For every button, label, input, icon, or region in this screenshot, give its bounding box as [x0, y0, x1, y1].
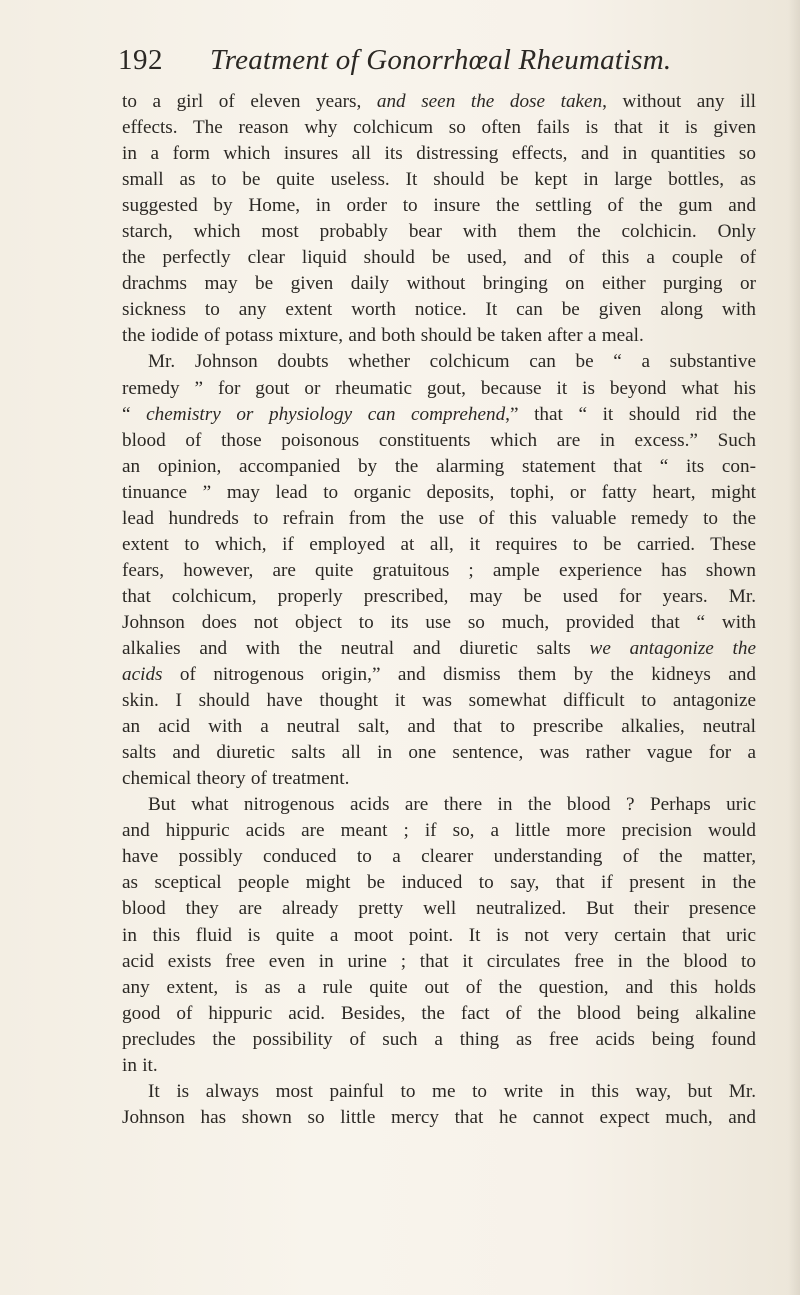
text-line [122, 818, 756, 844]
text-run: and hippuric acids are meant ; if so, a little more precision would [122, 820, 756, 842]
text-run: fears, however, are quite gratuitous ; ample experience has shown [122, 559, 756, 581]
text-run: drachms may be given daily without bringing on either purging or [122, 273, 756, 295]
text-line [122, 610, 756, 636]
italic-text: chemistry or physiology can comprehend [146, 403, 506, 425]
text-run: Johnson has shown so little mercy that he cannot expect much, and [122, 1106, 756, 1128]
text-line [122, 271, 756, 297]
text-line [122, 636, 756, 662]
text-run: blood of those poisonous constituents which are in excess.” Such [122, 429, 756, 451]
paragraph [122, 1079, 756, 1131]
text-run: But what nitrogenous acids are there in the blood ? Perhaps uric [148, 794, 756, 816]
text-run: suggested by Home, in order to insure the settling of the gum and [122, 195, 756, 217]
text-run: good of hippuric acid. Besides, the fact of the blood being alkaline [122, 1002, 756, 1024]
italic-text: we antagonize the [589, 637, 756, 659]
text-run: Mr. Johnson doubts whether colchicum can be “ a substantive [148, 351, 756, 373]
text-line [122, 844, 756, 870]
text-line [122, 558, 756, 584]
paragraph [122, 792, 756, 1079]
text-line [122, 245, 756, 271]
text-run: in it. [122, 1054, 158, 1076]
text-line [122, 662, 756, 688]
text-run: an acid with a neutral salt, and that to prescribe alkalies, neutral [122, 716, 756, 738]
text-run: skin. I should have thought it was somewhat difficult to antagonize [122, 690, 756, 712]
text-run: precludes the possibility of such a thing as free acids being found [122, 1028, 756, 1050]
text-line [122, 376, 756, 402]
text-line [122, 1079, 756, 1105]
text-line [122, 89, 756, 115]
text-run: starch, which most probably bear with them the colchicin. Only [122, 221, 756, 243]
text-run: have possibly conduced to a clearer understanding of the matter, [122, 846, 756, 868]
page-edge-shadow [788, 0, 800, 1295]
text-line [122, 297, 756, 323]
text-line [122, 219, 756, 245]
text-run: sickness to any extent worth notice. It can be given along with [122, 299, 756, 321]
text-line [122, 896, 756, 922]
text-run: extent to which, if employed at all, it requires to be carried. These [122, 533, 756, 555]
text-line [122, 975, 756, 1001]
text-run: “ [122, 403, 147, 425]
text-line [122, 740, 756, 766]
text-line [122, 506, 756, 532]
text-line [122, 454, 756, 480]
text-run: lead hundreds to refrain from the use of this valuable remedy to the [122, 507, 756, 529]
text-line [122, 1105, 756, 1131]
text-run: in a form which insures all its distressing effects, and in quantities so [122, 143, 756, 165]
text-run: any extent, is as a rule quite out of the question, and this holds [122, 976, 756, 998]
text-run: an opinion, accompanied by the alarming statement that “ its con- [122, 455, 756, 477]
text-run: alkalies and with the neutral and diuretic salts [122, 637, 590, 659]
text-run: small as to be quite useless. It should be kept in large bottles, as [122, 169, 756, 191]
text-line [122, 714, 756, 740]
text-line [122, 1027, 756, 1053]
text-run: tinuance ” may lead to organic deposits, tophi, or fatty heart, might [122, 481, 756, 503]
text-line [122, 402, 756, 428]
text-line [122, 1001, 756, 1027]
text-line [122, 870, 756, 896]
text-line [122, 323, 756, 349]
page-header [118, 44, 688, 84]
body-text [122, 89, 756, 1131]
text-line [122, 115, 756, 141]
text-run: the iodide of potass mixture, and both should be taken after a meal. [122, 325, 644, 347]
text-run: ,” that “ it should rid the [505, 403, 756, 425]
italic-text: acids [122, 664, 163, 686]
text-line [122, 480, 756, 506]
text-run: salts and diuretic salts all in one sentence, was rather vague for a [122, 742, 756, 764]
text-line [122, 141, 756, 167]
text-line [122, 349, 756, 375]
text-line [122, 1053, 756, 1079]
text-run: in this fluid is quite a moot point. It is not very certain that uric [122, 924, 756, 946]
text-run: of nitrogenous origin,” and dismiss them by the kidneys and [162, 664, 756, 686]
text-line [122, 923, 756, 949]
text-run: effects. The reason why colchicum so often fails is that it is given [122, 117, 756, 139]
text-line [122, 428, 756, 454]
text-line [122, 584, 756, 610]
paragraph [122, 89, 756, 349]
text-run: that colchicum, properly prescribed, may be used for years. Mr. [122, 585, 756, 607]
text-run: Johnson does not object to its use so much, provided that “ with [122, 611, 756, 633]
text-run: acid exists free even in urine ; that it circulates free in the blood to [122, 950, 756, 972]
running-title: Treatment of Gonorrhœal Rheumatism. [210, 44, 672, 76]
paragraph [122, 349, 756, 792]
text-run: blood they are already pretty well neutralized. But their presence [122, 898, 756, 920]
text-run: chemical theory of treatment. [122, 768, 350, 790]
text-line [122, 193, 756, 219]
page-number: 192 [118, 44, 163, 76]
italic-text: and seen the dose taken [376, 91, 603, 112]
text-line [122, 532, 756, 558]
text-run: It is always most painful to me to write in this way, but Mr. [148, 1080, 756, 1102]
text-run: the perfectly clear liquid should be used, and of this a couple of [122, 247, 756, 269]
text-line [122, 167, 756, 193]
text-run: to a girl of eleven years, [122, 91, 377, 112]
text-line [122, 766, 756, 792]
text-line [122, 688, 756, 714]
text-line [122, 949, 756, 975]
text-line [122, 792, 756, 818]
text-run: remedy ” for gout or rheumatic gout, because it is beyond what his [122, 377, 756, 399]
text-run: , without any ill [602, 91, 757, 112]
text-run: as sceptical people might be induced to say, that if present in the [122, 872, 756, 894]
